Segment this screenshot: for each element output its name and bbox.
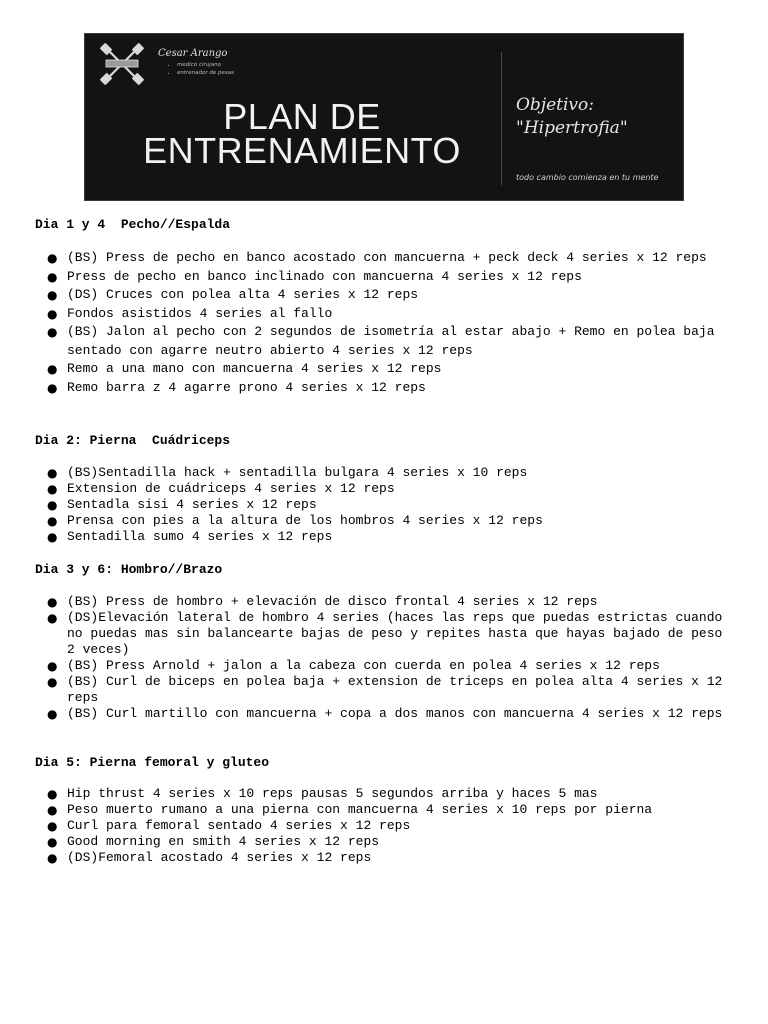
section-title: Dia 1 y 4 Pecho//Espalda bbox=[35, 217, 231, 232]
list-item: ● Sentadilla sumo 4 series x 12 reps bbox=[35, 529, 735, 545]
exercise-list bbox=[35, 786, 735, 866]
list-item: ● (BS) Press de pecho en banco acostado con mancuerna + peck deck 4 series x 12 reps bbox=[35, 249, 735, 268]
list-item: ● (BS) Curl de biceps en polea baja + extension de triceps en polea alta 4 series x 12 reps bbox=[35, 674, 735, 706]
list-item: ● (BS) Press Arnold + jalon a la cabeza con cuerda en polea 4 series x 12 reps bbox=[35, 658, 735, 674]
objective-value: "Hipertrofia" bbox=[516, 118, 628, 138]
plan-title bbox=[117, 96, 487, 171]
list-item: ● (BS) Curl martillo con mancuerna + copa a dos manos con mancuerna 4 series x 12 reps bbox=[35, 706, 735, 722]
header-banner bbox=[84, 33, 684, 201]
list-item: ● Curl para femoral sentado 4 series x 12 reps bbox=[35, 818, 735, 834]
list-item: ● Extension de cuádriceps 4 series x 12 reps bbox=[35, 481, 735, 497]
list-item: ● Hip thrust 4 series x 10 reps pausas 5 segundos arriba y haces 5 mas bbox=[35, 786, 735, 802]
crossed-dumbbells-icon bbox=[99, 42, 145, 86]
section-title: Dia 5: Pierna femoral y gluteo bbox=[35, 755, 270, 770]
list-item: ● (DS)Elevación lateral de hombro 4 series (haces las reps que puedas estrictas cuando no puedas mas sin balancearte bajas de peso y repites hasta que hayas bajado de peso 2 veces) bbox=[35, 610, 735, 658]
objective bbox=[516, 94, 628, 140]
brand-name: Cesar Arango bbox=[158, 48, 228, 59]
banner-divider bbox=[501, 52, 502, 185]
brand-line: • medico cirujano bbox=[177, 61, 234, 69]
list-item: ● Fondos asistidos 4 series al fallo bbox=[35, 305, 735, 324]
list-item: ● Good morning en smith 4 series x 12 reps bbox=[35, 834, 735, 850]
tagline: todo cambio comienza en tu mente bbox=[516, 173, 659, 182]
list-item: ● (DS) Cruces con polea alta 4 series x 12 reps bbox=[35, 286, 735, 305]
list-item: ● Press de pecho en banco inclinado con mancuerna 4 series x 12 reps bbox=[35, 268, 735, 287]
list-item: ● Remo barra z 4 agarre prono 4 series x 12 reps bbox=[35, 379, 735, 398]
list-item: ● (BS) Press de hombro + elevación de disco frontal 4 series x 12 reps bbox=[35, 594, 735, 610]
list-item: ● Peso muerto rumano a una pierna con mancuerna 4 series x 10 reps por pierna bbox=[35, 802, 735, 818]
list-item: ● (DS)Femoral acostado 4 series x 12 reps bbox=[35, 850, 735, 866]
list-item: ● (BS) Jalon al pecho con 2 segundos de isometría al estar abajo + Remo en polea baja sentado con agarre neutro abierto 4 series x 12 reps bbox=[35, 323, 735, 360]
brand-line: • entrenador de pesas bbox=[177, 69, 234, 77]
exercise-list bbox=[35, 465, 735, 545]
brand-subtitles bbox=[167, 61, 234, 77]
list-item: ● Prensa con pies a la altura de los hombros 4 series x 12 reps bbox=[35, 513, 735, 529]
exercise-list bbox=[35, 249, 735, 397]
plan-title-line: ENTRENAMIENTO bbox=[143, 130, 461, 171]
list-item: ● Sentadla sisi 4 series x 12 reps bbox=[35, 497, 735, 513]
list-item: ● Remo a una mano con mancuerna 4 series x 12 reps bbox=[35, 360, 735, 379]
section-title: Dia 3 y 6: Hombro//Brazo bbox=[35, 562, 223, 577]
plan-title-line: PLAN DE bbox=[223, 96, 381, 137]
list-item: ● (BS)Sentadilla hack + sentadilla bulgara 4 series x 10 reps bbox=[35, 465, 735, 481]
section-title: Dia 2: Pierna Cuádriceps bbox=[35, 433, 231, 448]
exercise-list bbox=[35, 594, 735, 722]
objective-label: Objetivo: bbox=[516, 95, 594, 115]
